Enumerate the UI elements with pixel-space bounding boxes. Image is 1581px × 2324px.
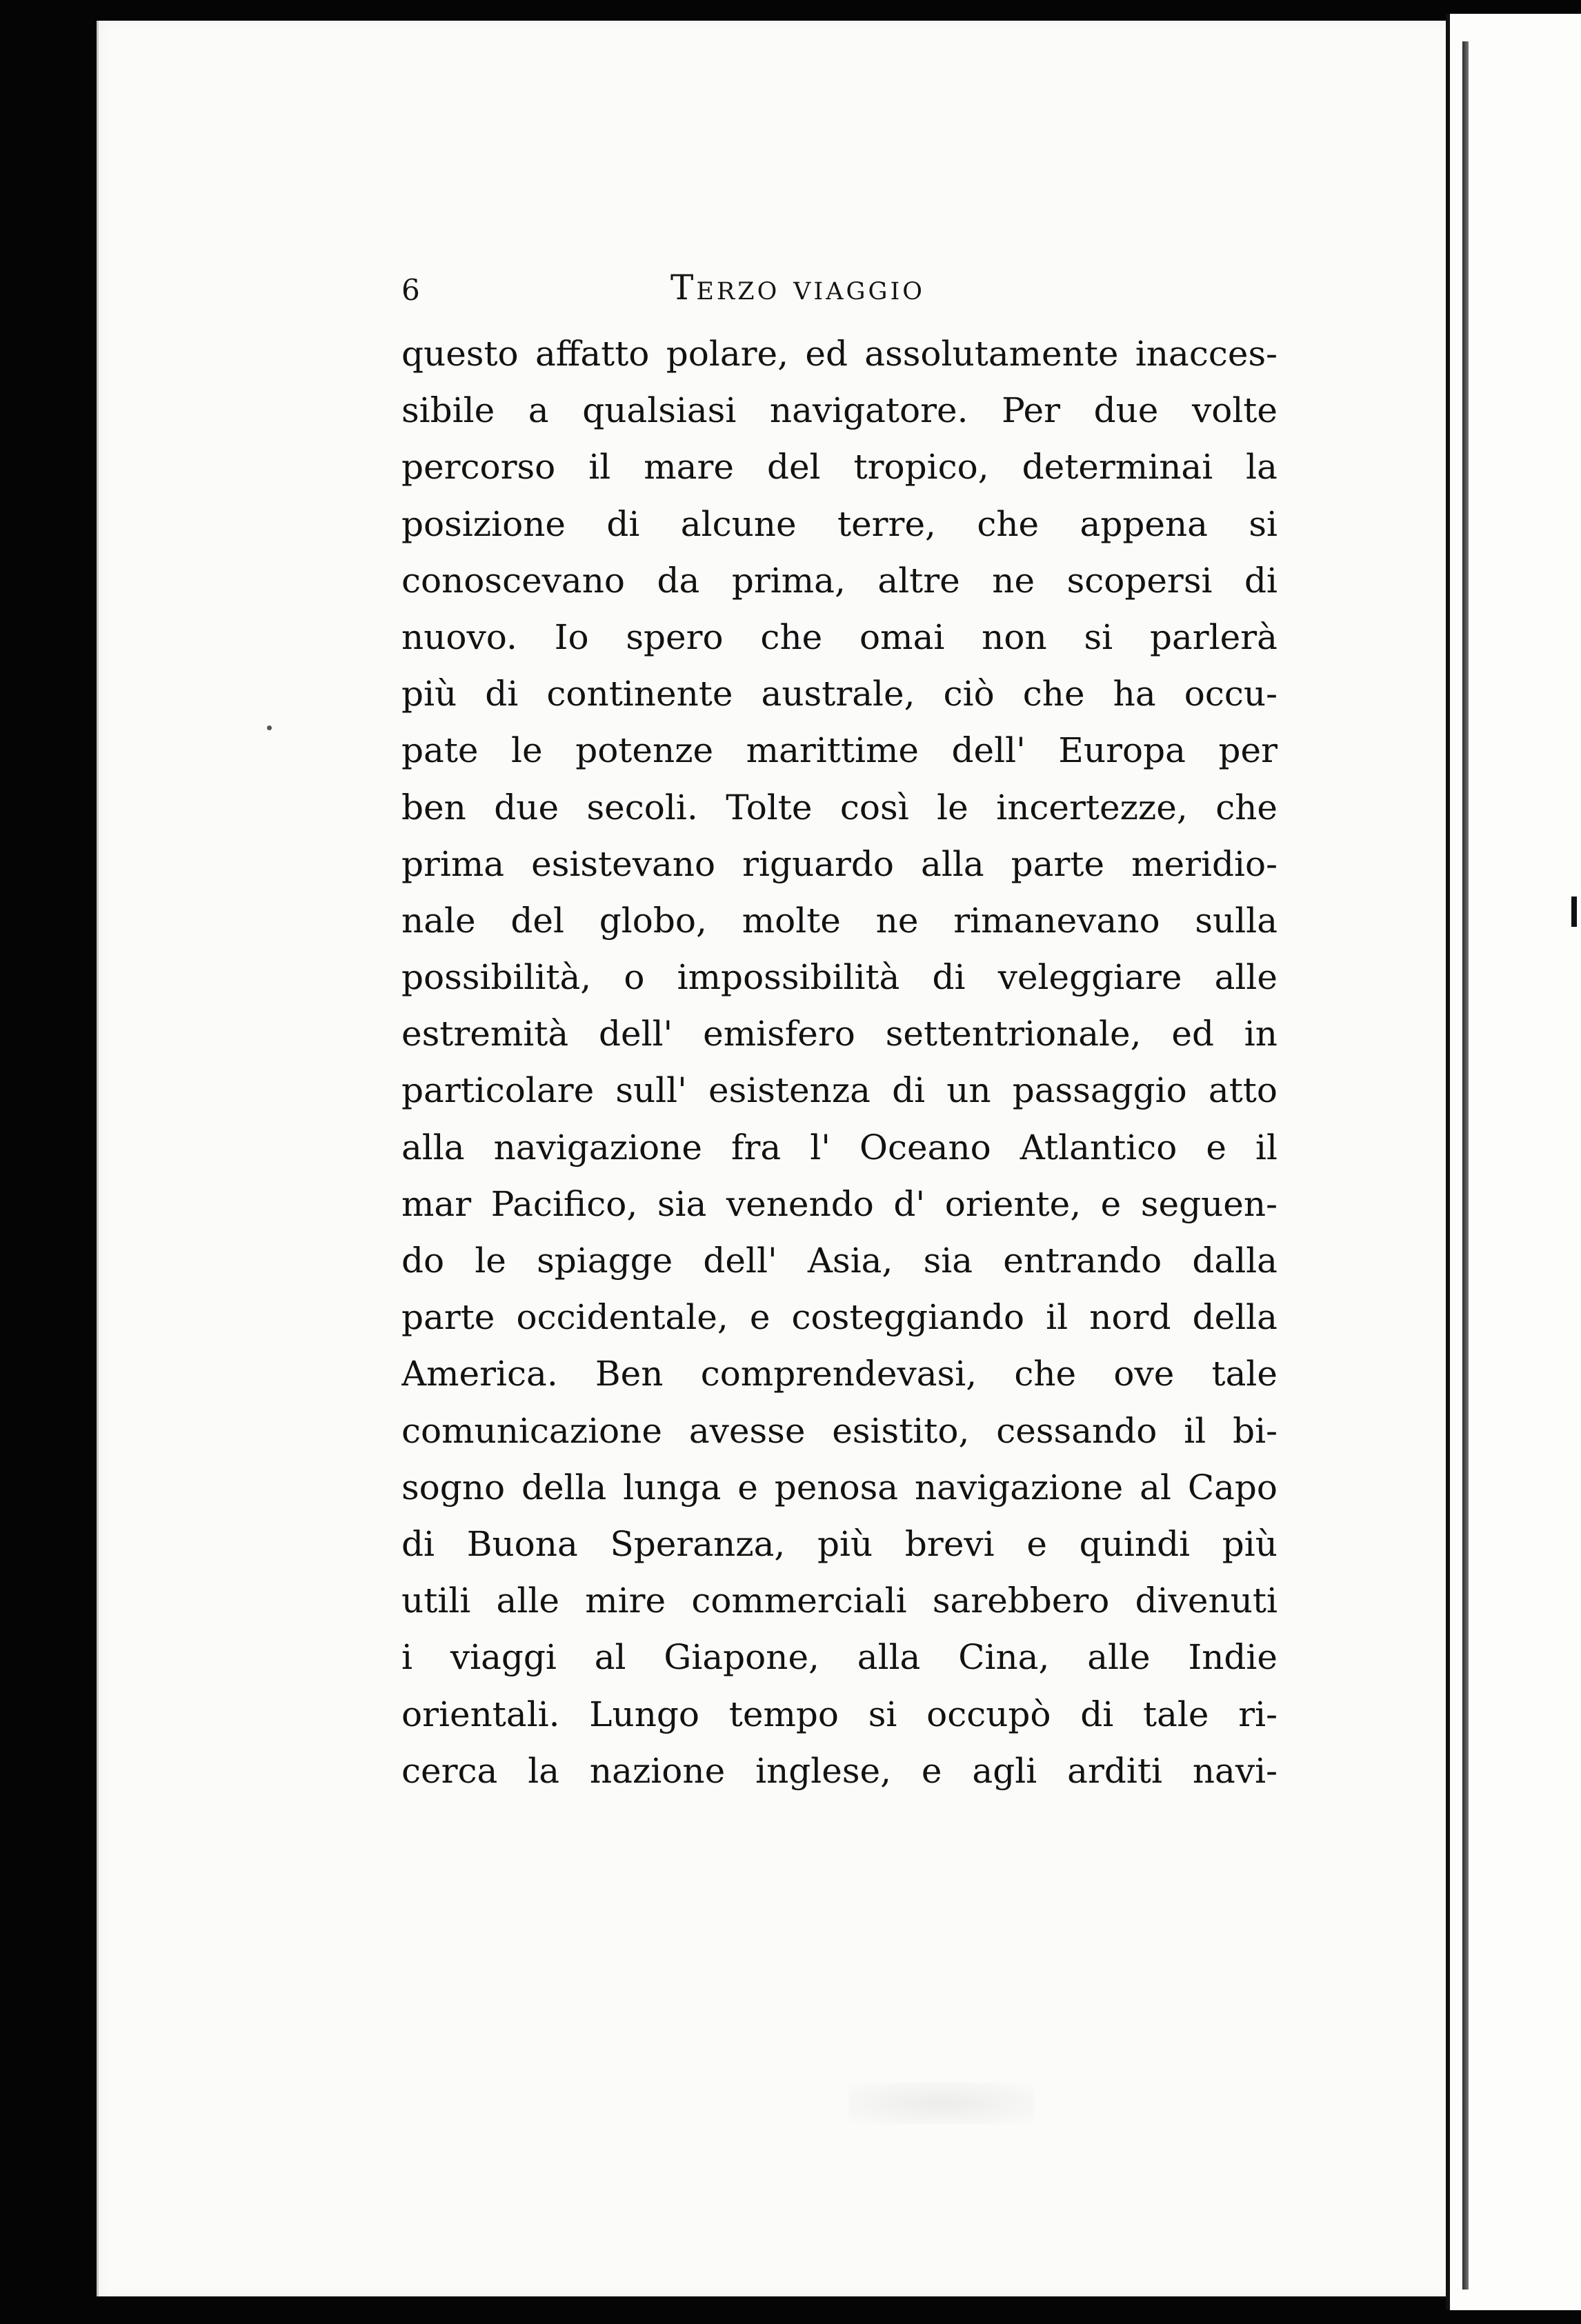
text-line: do le spiagge dell' Asia, sia entrando dalla bbox=[401, 1241, 1277, 1281]
running-head bbox=[401, 268, 1277, 316]
bleed-through-smudge bbox=[848, 2083, 1035, 2124]
text-line: alla navigazione fra l' Oceano Atlantico e il bbox=[401, 1127, 1277, 1168]
text-line: possibilità, o impossibilità di veleggiare alle bbox=[401, 957, 1277, 998]
text-line: posizione di alcune terre, che appena si bbox=[401, 503, 1277, 544]
text-line: percorso il mare del tropico, determinai la bbox=[401, 447, 1277, 488]
text-line: cerca la nazione inglese, e agli arditi navi- bbox=[401, 1750, 1277, 1791]
page-edge-shadow bbox=[1462, 41, 1469, 2290]
text-line: di Buona Speranza, più brevi e quindi più bbox=[401, 1523, 1277, 1564]
running-head-title: Terzo viaggio bbox=[670, 268, 925, 308]
text-line: pate le potenze marittime dell' Europa per bbox=[401, 730, 1277, 771]
text-line: sibile a qualsiasi navigatore. Per due volte bbox=[401, 390, 1277, 431]
text-line: nale del globo, molte ne rimanevano sulla bbox=[401, 900, 1277, 941]
text-line: più di continente australe, ciò che ha occu- bbox=[401, 674, 1277, 714]
text-line: questo affatto polare, ed assolutamente inacces- bbox=[401, 334, 1277, 374]
ink-speck bbox=[267, 725, 272, 730]
text-line: i viaggi al Giapone, alla Cina, alle Indie bbox=[401, 1637, 1277, 1678]
text-line: particolare sull' esistenza di un passaggio atto bbox=[401, 1070, 1277, 1111]
text-line: orientali. Lungo tempo si occupò di tale ri- bbox=[401, 1694, 1277, 1734]
next-page-edge bbox=[1450, 14, 1581, 2310]
text-line: mar Pacifico, sia venendo d' oriente, e seguen- bbox=[401, 1183, 1277, 1224]
edge-mark bbox=[1571, 896, 1577, 927]
text-line: estremità dell' emisfero settentrionale, ed in bbox=[401, 1014, 1277, 1054]
text-line: prima esistevano riguardo alla parte meridio- bbox=[401, 843, 1277, 884]
text-line: sogno della lunga e penosa navigazione al Capo bbox=[401, 1467, 1277, 1507]
text-line: conoscevano da prima, altre ne scopersi di bbox=[401, 560, 1277, 601]
text-line: parte occidentale, e costeggiando il nord della bbox=[401, 1297, 1277, 1338]
body-text bbox=[401, 325, 1277, 1799]
text-line: utili alle mire commerciali sarebbero divenuti bbox=[401, 1581, 1277, 1621]
text-line: nuovo. Io spero che omai non si parlerà bbox=[401, 617, 1277, 657]
text-line: America. Ben comprendevasi, che ove tale bbox=[401, 1354, 1277, 1394]
text-line: ben due secoli. Tolte così le incertezze, che bbox=[401, 787, 1277, 828]
page-number: 6 bbox=[401, 273, 420, 307]
text-line: comunicazione avesse esistito, cessando il bi- bbox=[401, 1410, 1277, 1451]
